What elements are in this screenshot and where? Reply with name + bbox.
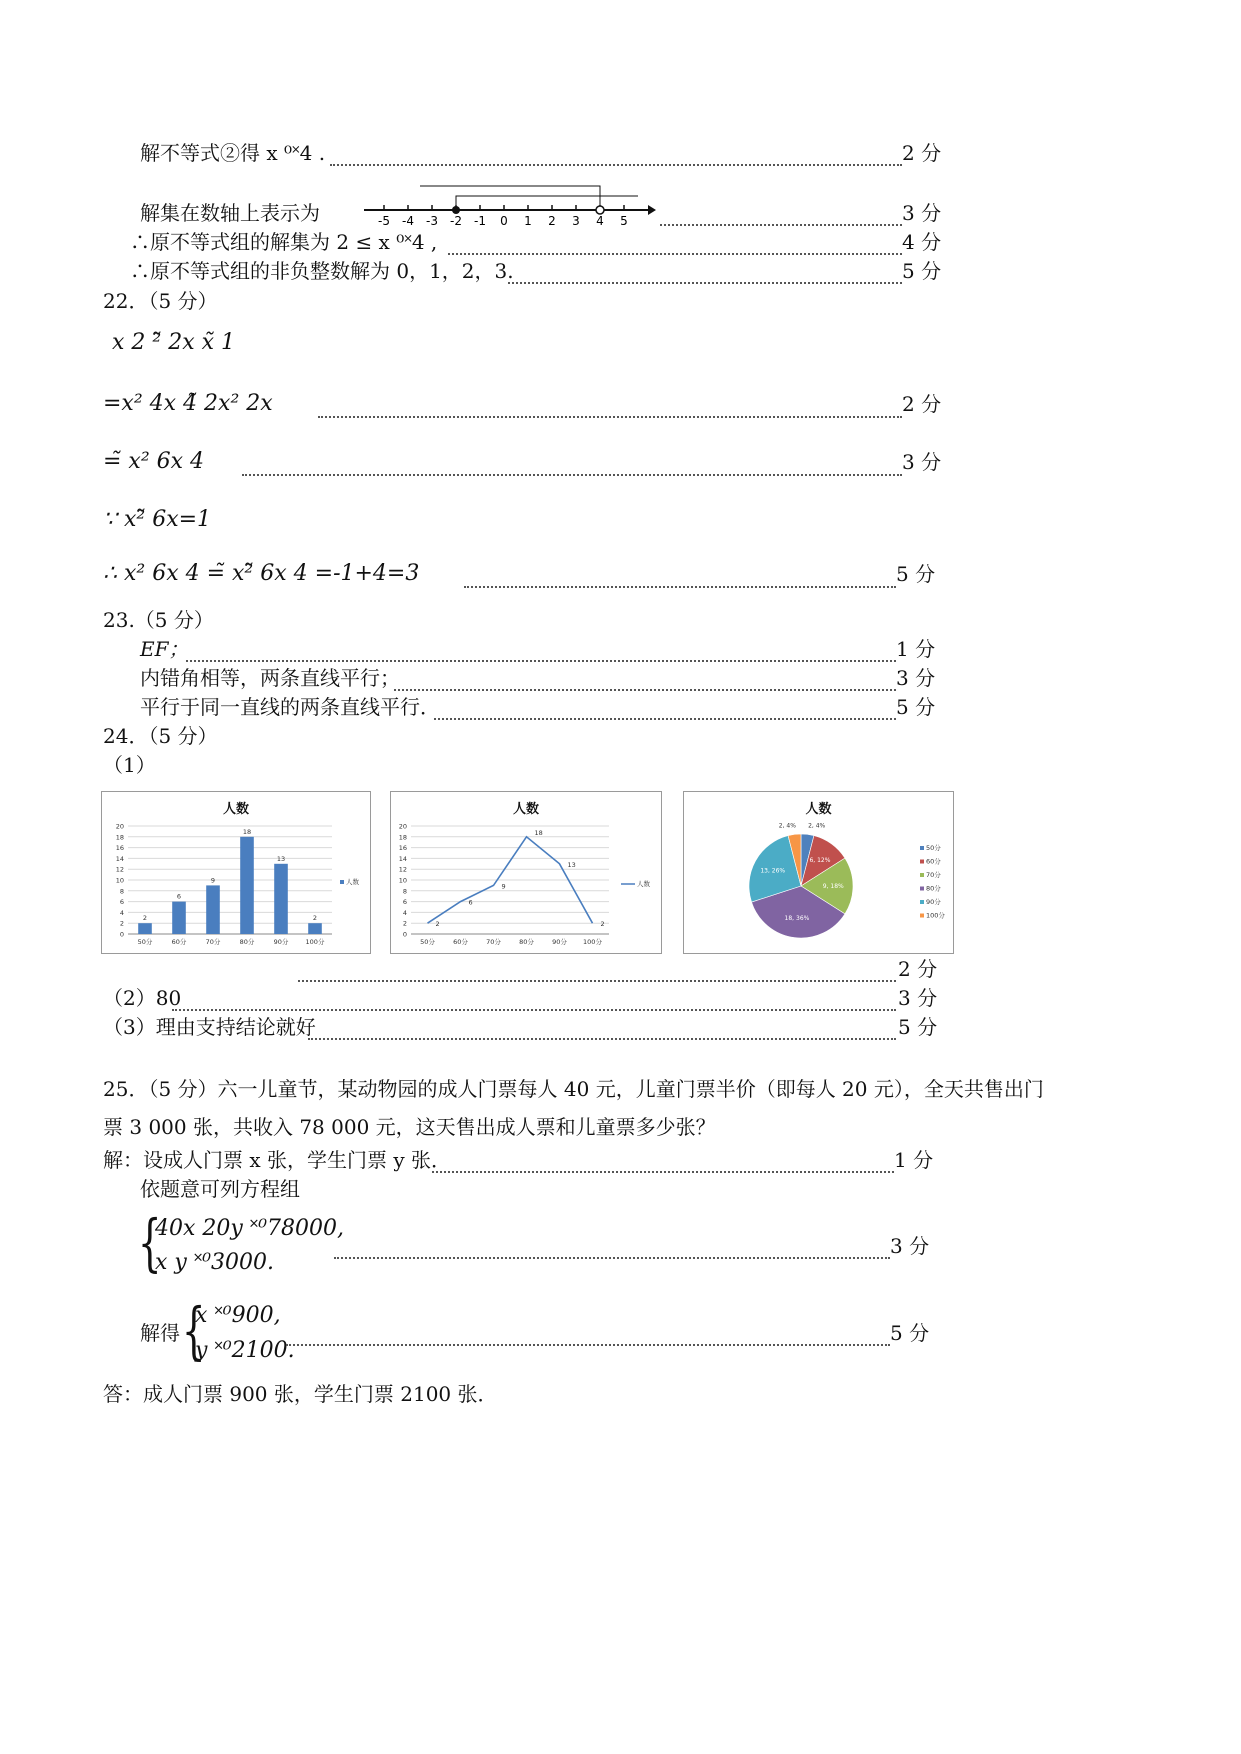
leader-dots xyxy=(448,233,902,255)
score-label: 5 分 xyxy=(890,1321,930,1345)
legend-swatch xyxy=(920,900,924,904)
legend-label: 80分 xyxy=(926,884,941,893)
x-tick-label: 90分 xyxy=(552,938,567,946)
s25-question-line-2: 票 3 000 张，共收入 78 000 元，这天售出成人票和儿童票多少张？ xyxy=(103,1115,716,1139)
data-label: 18 xyxy=(534,828,543,837)
pie-label: 13, 26% xyxy=(760,867,786,875)
solution-2: y ˟⁰2100. xyxy=(195,1338,295,1363)
leader-dots xyxy=(434,698,896,720)
pie-label: 18, 36% xyxy=(784,914,810,922)
x-tick-label: 80分 xyxy=(519,938,534,946)
s23-line-1: EF； xyxy=(140,637,189,661)
s24-part-2: （2）80 xyxy=(103,986,182,1010)
number-line-tick-label: 3 xyxy=(572,214,580,228)
x-tick-label: 100分 xyxy=(583,938,602,946)
y-tick-label: 16 xyxy=(115,844,124,853)
legend-swatch xyxy=(920,846,924,850)
score-label: 5 分 xyxy=(896,695,936,719)
s22-expr-3: =̃ x² 6x 4 xyxy=(103,449,205,474)
number-line-arrow xyxy=(648,205,656,215)
score-label: 1 分 xyxy=(894,1148,934,1172)
legend-label: 50分 xyxy=(926,844,941,852)
score-label: 3 分 xyxy=(890,1234,930,1258)
number-line-tick-label: -1 xyxy=(474,214,486,228)
y-tick-label: 10 xyxy=(398,876,407,885)
s22-expr-1: x 2 ²̃ 2x x̃ 1 xyxy=(112,330,235,355)
number-line xyxy=(360,178,660,232)
leader-dots xyxy=(298,960,896,982)
bar xyxy=(206,885,220,934)
x-tick-label: 50分 xyxy=(137,938,153,946)
y-tick-label: 4 xyxy=(119,908,124,917)
s21-line-3: ∴原不等式组的解集为 2 ≤ x ⁰˟4 , xyxy=(130,230,438,254)
data-label: 13 xyxy=(567,860,576,869)
pie-chart xyxy=(683,791,954,954)
y-tick-label: 18 xyxy=(398,833,407,842)
solution-brace: { xyxy=(181,1294,206,1367)
s22-expr-4: ∵ x²̃ 6x=1 xyxy=(103,507,212,532)
leader-dots xyxy=(242,454,902,476)
number-line-tick-label: -3 xyxy=(426,214,438,228)
number-line-tick-label: 0 xyxy=(500,214,508,228)
bar xyxy=(308,923,322,934)
bar xyxy=(274,864,288,934)
score-label: 3 分 xyxy=(896,666,936,690)
s23-line-2: 内错角相等，两条直线平行； xyxy=(140,666,400,690)
leader-dots xyxy=(508,262,902,284)
y-tick-label: 20 xyxy=(115,822,124,831)
s22-expr-5: ∴ x² 6x 4 =̃ x²̃ 6x 4 =-1+4=3 xyxy=(103,561,420,586)
s21-line-2: 解集在数轴上表示为 xyxy=(140,201,320,225)
s24-part-3: （3）理由支持结论就好 xyxy=(103,1015,316,1039)
s25-answer-line-1: 解：设成人门票 x 张，学生门票 y 张． xyxy=(103,1148,452,1172)
y-tick-label: 18 xyxy=(115,833,124,842)
bar xyxy=(240,837,254,934)
leader-dots xyxy=(330,144,902,166)
s23-heading: 23.（5 分） xyxy=(103,608,214,632)
score-label: 3 分 xyxy=(902,450,942,474)
solution-1: x ˟⁰900, xyxy=(195,1303,281,1328)
leader-dots xyxy=(318,396,902,418)
bar xyxy=(172,902,186,934)
score-label: 3 分 xyxy=(902,201,942,225)
chart-title: 人数 xyxy=(222,802,249,817)
x-tick-label: 70分 xyxy=(486,938,501,946)
data-label: 9 xyxy=(210,876,216,885)
y-tick-label: 14 xyxy=(398,854,407,863)
s23-line-3: 平行于同一直线的两条直线平行． xyxy=(140,695,440,719)
equation-1: 40x 20y ˟⁰78000, xyxy=(155,1216,345,1241)
score-label: 4 分 xyxy=(902,230,942,254)
data-label: 2 xyxy=(600,920,605,929)
final-answer: 答：成人门票 900 张，学生门票 2100 张． xyxy=(103,1382,498,1406)
data-label: 6 xyxy=(468,898,473,907)
s24-part-1: （1） xyxy=(103,753,156,777)
x-tick-label: 100分 xyxy=(305,938,325,946)
y-tick-label: 14 xyxy=(115,854,124,863)
equation-2: x y ˟⁰3000. xyxy=(155,1250,275,1275)
data-label: 2 xyxy=(142,914,148,923)
solution-arc-x-ge-neg2 xyxy=(456,196,638,210)
number-line-tick-label: 5 xyxy=(620,214,628,228)
data-label: 2 xyxy=(435,920,440,929)
score-label: 1 分 xyxy=(896,637,936,661)
leader-dots xyxy=(186,640,896,662)
x-tick-label: 90分 xyxy=(273,938,289,946)
number-line-tick-label: 4 xyxy=(596,214,604,228)
data-label: 13 xyxy=(276,854,286,863)
y-tick-label: 6 xyxy=(402,898,407,907)
s22-heading: 22．（5 分） xyxy=(103,289,218,313)
y-tick-label: 0 xyxy=(402,930,407,939)
s25-answer-line-2: 依题意可列方程组 xyxy=(140,1177,300,1201)
s21-line-1: 解不等式②得 x ⁰˟4 . xyxy=(140,141,326,165)
score-label: 5 分 xyxy=(898,1015,938,1039)
legend-label: 100分 xyxy=(926,911,945,920)
y-tick-label: 6 xyxy=(119,898,124,907)
legend-label: 70分 xyxy=(926,871,941,879)
legend-label: 90分 xyxy=(926,898,941,906)
y-tick-label: 8 xyxy=(119,887,124,896)
chart-title: 人数 xyxy=(512,802,539,817)
score-label: 5 分 xyxy=(896,562,936,586)
system-brace: { xyxy=(137,1206,162,1279)
leader-dots xyxy=(172,989,896,1011)
score-label: 2 分 xyxy=(902,392,942,416)
y-tick-label: 0 xyxy=(119,930,124,939)
closed-point xyxy=(452,206,460,214)
legend-swatch xyxy=(340,880,344,884)
leader-dots xyxy=(334,1237,890,1259)
number-line-tick-label: -4 xyxy=(402,214,414,228)
leader-dots xyxy=(308,1018,896,1040)
data-label: 2 xyxy=(312,914,318,923)
legend-swatch xyxy=(920,914,924,918)
number-line-tick-label: 1 xyxy=(524,214,532,228)
score-label: 2 分 xyxy=(902,141,942,165)
y-tick-label: 20 xyxy=(398,822,407,831)
data-label: 18 xyxy=(242,827,252,836)
line-chart xyxy=(390,791,662,954)
solution-arc-x-lt-4 xyxy=(420,186,600,210)
x-tick-label: 60分 xyxy=(453,938,468,946)
leader-dots xyxy=(660,204,902,226)
x-tick-label: 50分 xyxy=(420,938,435,946)
chart-title: 人数 xyxy=(805,802,832,817)
pie-label: 9, 18% xyxy=(822,883,844,890)
score-label: 2 分 xyxy=(898,957,938,981)
bar-chart xyxy=(101,791,371,954)
score-label: 3 分 xyxy=(898,986,938,1010)
legend-swatch xyxy=(920,860,924,864)
s21-line-4: ∴原不等式组的非负整数解为 0，1，2，3. xyxy=(130,259,514,283)
pie-label: 6, 12% xyxy=(809,856,831,864)
data-label: 6 xyxy=(176,892,182,901)
x-tick-label: 80分 xyxy=(239,938,255,946)
legend-swatch xyxy=(920,873,924,877)
bar xyxy=(138,923,152,934)
legend-swatch xyxy=(920,887,924,891)
s24-heading: 24．（5 分） xyxy=(103,724,218,748)
data-label: 9 xyxy=(501,882,506,891)
leader-dots xyxy=(286,1324,890,1346)
legend-label: 人数 xyxy=(637,880,650,888)
y-tick-label: 10 xyxy=(115,876,124,885)
number-line-tick-label: 2 xyxy=(548,214,556,228)
legend-label: 60分 xyxy=(926,857,941,866)
leader-dots xyxy=(432,1151,894,1173)
s25-question-line-1: 25．（5 分）六一儿童节，某动物园的成人门票每人 40 元，儿童门票半价（即每人 20 元），全天共售出门 xyxy=(103,1077,1044,1101)
x-tick-label: 70分 xyxy=(205,938,221,946)
y-tick-label: 12 xyxy=(398,865,407,874)
legend-label: 人数 xyxy=(346,878,359,886)
number-line-tick-label: -5 xyxy=(378,214,390,228)
leader-dots xyxy=(464,566,896,588)
y-tick-label: 12 xyxy=(115,865,124,874)
leader-dots xyxy=(394,669,896,691)
score-label: 5 分 xyxy=(902,259,942,283)
s22-expr-2: =x² 4x 4̃ 2x² 2x xyxy=(103,391,273,416)
number-line-tick-label: -2 xyxy=(450,214,462,228)
open-point xyxy=(596,206,604,214)
y-tick-label: 16 xyxy=(398,844,407,853)
y-tick-label: 2 xyxy=(402,919,407,928)
solution-label: 解得 xyxy=(140,1321,180,1345)
y-tick-label: 2 xyxy=(119,919,124,928)
y-tick-label: 8 xyxy=(402,887,407,896)
pie-label: 2, 4% xyxy=(808,822,826,830)
y-tick-label: 4 xyxy=(402,908,407,917)
pie-label: 2, 4% xyxy=(778,822,796,830)
x-tick-label: 60分 xyxy=(171,938,187,946)
